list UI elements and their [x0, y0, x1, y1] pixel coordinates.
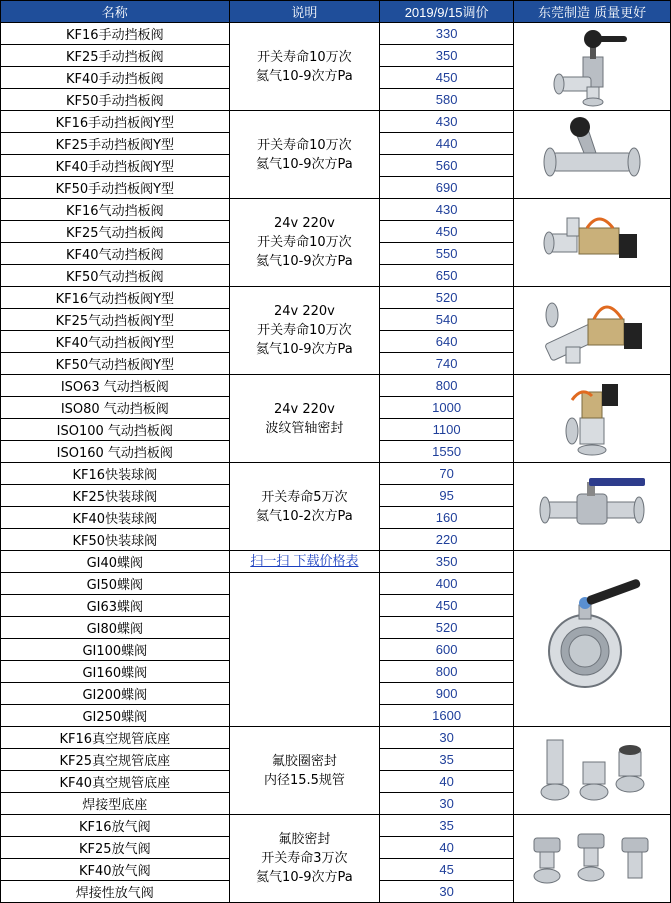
product-name: KF40真空规管底座: [1, 771, 230, 793]
product-description: [229, 199, 380, 287]
product-price: 1100: [380, 419, 514, 441]
product-name: KF40放气阀: [1, 859, 230, 881]
header-brand: 东莞制造 质量更好: [514, 1, 671, 23]
description-line: 氦气10-9次方Pa: [256, 254, 353, 269]
product-name: KF16手动挡板阀: [1, 23, 230, 45]
product-price: 70: [380, 463, 514, 485]
product-name: KF50手动挡板阀: [1, 89, 230, 111]
product-price: 450: [380, 221, 514, 243]
manual-angle-valve-icon: [514, 23, 671, 111]
product-description: [229, 23, 380, 111]
table-row: [1, 815, 671, 837]
header-name: 名称: [1, 1, 230, 23]
product-price: 690: [380, 177, 514, 199]
product-price: 450: [380, 67, 514, 89]
product-name: KF25气动挡板阀Y型: [1, 309, 230, 331]
product-price: 740: [380, 353, 514, 375]
product-price: 430: [380, 199, 514, 221]
product-name: KF25手动挡板阀Y型: [1, 133, 230, 155]
product-price: 800: [380, 375, 514, 397]
description-line: 氦气10-9次方Pa: [256, 68, 353, 84]
product-name: 焊接性放气阀: [1, 881, 230, 903]
product-name: KF16手动挡板阀Y型: [1, 111, 230, 133]
product-price: 560: [380, 155, 514, 177]
product-name: KF50气动挡板阀: [1, 265, 230, 287]
product-name: ISO160 气动挡板阀: [1, 441, 230, 463]
product-price: 640: [380, 331, 514, 353]
product-name: KF40气动挡板阀Y型: [1, 331, 230, 353]
product-name: GI200蝶阀: [1, 683, 230, 705]
table-row: [1, 199, 671, 221]
product-name: GI40蝶阀: [1, 551, 230, 573]
description-line: 开关寿命10万次: [257, 137, 352, 153]
product-description-empty: [229, 573, 380, 727]
product-name: KF25手动挡板阀: [1, 45, 230, 67]
product-description: [229, 375, 380, 463]
table-row: [1, 287, 671, 309]
product-price: 220: [380, 529, 514, 551]
pneumatic-y-valve-icon: [514, 287, 671, 375]
product-price: 30: [380, 793, 514, 815]
product-price: 550: [380, 243, 514, 265]
product-price: 440: [380, 133, 514, 155]
product-name: GI50蝶阀: [1, 573, 230, 595]
product-price: 160: [380, 507, 514, 529]
product-name: KF40气动挡板阀: [1, 243, 230, 265]
product-name: 焊接型底座: [1, 793, 230, 815]
description-line: 氦气10-2次方Pa: [256, 508, 353, 524]
description-line: 内径15.5规管: [263, 772, 345, 788]
table-row: [1, 375, 671, 397]
product-name: KF50气动挡板阀Y型: [1, 353, 230, 375]
product-description: [229, 551, 380, 573]
product-description: [229, 815, 380, 903]
ball-valve-icon: [514, 463, 671, 551]
product-name: GI250蝶阀: [1, 705, 230, 727]
product-name: KF50手动挡板阀Y型: [1, 177, 230, 199]
product-price: 35: [380, 749, 514, 771]
product-price: 540: [380, 309, 514, 331]
product-price: 520: [380, 617, 514, 639]
download-price-list-link[interactable]: 扫一扫 下载价格表: [250, 554, 359, 569]
description-line: 氦气10-9次方Pa: [256, 342, 353, 357]
product-price: 650: [380, 265, 514, 287]
description-line: 24v 220v: [273, 304, 335, 319]
product-name: KF25放气阀: [1, 837, 230, 859]
description-line: 开关寿命10万次: [257, 235, 352, 250]
product-price: 45: [380, 859, 514, 881]
product-name: KF40手动挡板阀: [1, 67, 230, 89]
pneumatic-valve-icon: [514, 199, 671, 287]
description-line: 开关寿命10万次: [257, 49, 352, 65]
description-line: 24v 220v: [273, 401, 335, 417]
product-price: 1550: [380, 441, 514, 463]
product-price: 400: [380, 573, 514, 595]
product-price: 30: [380, 727, 514, 749]
description-line: 波纹管轴密封: [265, 420, 344, 436]
product-name: ISO80 气动挡板阀: [1, 397, 230, 419]
butterfly-valve-icon: [514, 551, 671, 727]
product-name: KF25气动挡板阀: [1, 221, 230, 243]
description-line: 氦气10-9次方Pa: [256, 870, 353, 885]
description-line: 开关寿命3万次: [261, 851, 348, 866]
product-name: KF40快装球阀: [1, 507, 230, 529]
product-price: 350: [380, 551, 514, 573]
iso-pneumatic-valve-icon: [514, 375, 671, 463]
vent-valve-icon: [514, 815, 671, 903]
description-line: 开关寿命10万次: [257, 323, 352, 338]
product-name: GI80蝶阀: [1, 617, 230, 639]
product-name: KF16快装球阀: [1, 463, 230, 485]
table-row: [1, 23, 671, 45]
product-price: 30: [380, 881, 514, 903]
gauge-base-icon: [514, 727, 671, 815]
description-line: 氟胶密封: [278, 832, 331, 847]
product-price: 900: [380, 683, 514, 705]
product-name: KF16放气阀: [1, 815, 230, 837]
price-table-body: [1, 23, 671, 903]
product-price: 580: [380, 89, 514, 111]
product-name: KF16气动挡板阀Y型: [1, 287, 230, 309]
product-price: 40: [380, 771, 514, 793]
product-name: GI100蝶阀: [1, 639, 230, 661]
product-price: 95: [380, 485, 514, 507]
product-price: 35: [380, 815, 514, 837]
product-name: KF16气动挡板阀: [1, 199, 230, 221]
table-row: [1, 551, 671, 573]
manual-y-valve-icon: [514, 111, 671, 199]
product-name: KF25快装球阀: [1, 485, 230, 507]
product-price: 800: [380, 661, 514, 683]
product-name: ISO63 气动挡板阀: [1, 375, 230, 397]
product-name: GI160蝶阀: [1, 661, 230, 683]
table-row: [1, 727, 671, 749]
description-line: 氟胶圈密封: [271, 753, 337, 769]
product-description: [229, 287, 380, 375]
product-price: 40: [380, 837, 514, 859]
table-row: [1, 463, 671, 485]
product-name: KF16真空规管底座: [1, 727, 230, 749]
product-price: 350: [380, 45, 514, 67]
product-name: KF50快装球阀: [1, 529, 230, 551]
product-description: [229, 463, 380, 551]
product-price: 520: [380, 287, 514, 309]
description-line: 开关寿命5万次: [261, 489, 348, 505]
product-description: [229, 727, 380, 815]
product-name: GI63蝶阀: [1, 595, 230, 617]
product-name: KF25真空规管底座: [1, 749, 230, 771]
product-price: 600: [380, 639, 514, 661]
product-name: ISO100 气动挡板阀: [1, 419, 230, 441]
product-price: 330: [380, 23, 514, 45]
product-price: 430: [380, 111, 514, 133]
product-description: [229, 111, 380, 199]
product-price: 1000: [380, 397, 514, 419]
table-row: [1, 111, 671, 133]
product-price: 1600: [380, 705, 514, 727]
description-line: 24v 220v: [273, 216, 335, 231]
header-description: 说明: [229, 1, 380, 23]
product-price: 450: [380, 595, 514, 617]
description-line: 氦气10-9次方Pa: [256, 156, 353, 172]
product-name: KF40手动挡板阀Y型: [1, 155, 230, 177]
header-row: [1, 1, 671, 23]
header-price: 2019/9/15调价: [380, 1, 514, 23]
